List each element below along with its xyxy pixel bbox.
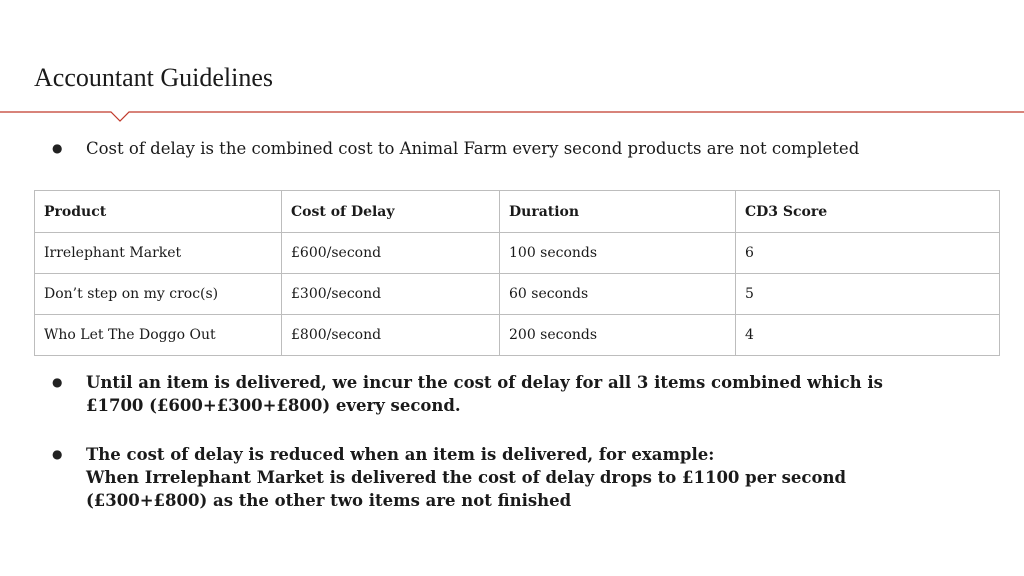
cell-cost-of-delay: £600/second: [282, 233, 500, 274]
cell-cd3-score: 6: [736, 233, 1000, 274]
bullet-dot-icon: ●: [52, 447, 63, 461]
note-line: The cost of delay is reduced when an item is delivered, for example:: [86, 445, 715, 464]
table-header-row: [35, 191, 1000, 233]
header-duration: Duration: [500, 191, 736, 233]
intro-bullet-text: Cost of delay is the combined cost to Animal Farm every second products are not completed: [86, 139, 860, 158]
note-line: When Irrelephant Market is delivered the cost of delay drops to £1100 per second: [86, 468, 847, 487]
title-divider: [0, 111, 1024, 125]
cell-duration: 60 seconds: [500, 274, 736, 315]
note-bullet-reduced-cost: [52, 443, 846, 512]
note-line: Until an item is delivered, we incur the cost of delay for all 3 items combined which is: [86, 373, 883, 392]
cell-cd3-score: 5: [736, 274, 1000, 315]
table-row: [35, 315, 1000, 356]
cd3-table: [34, 190, 1000, 356]
note-line: (£300+£800) as the other two items are not finished: [86, 491, 572, 510]
note-line: £1700 (£600+£300+£800) every second.: [86, 396, 461, 415]
header-cost-of-delay: Cost of Delay: [282, 191, 500, 233]
bullet-dot-icon: ●: [52, 375, 63, 389]
cell-cost-of-delay: £300/second: [282, 274, 500, 315]
table-row: [35, 274, 1000, 315]
header-cd3-score: CD3 Score: [736, 191, 1000, 233]
cell-duration: 100 seconds: [500, 233, 736, 274]
slide-title: Accountant Guidelines: [34, 63, 273, 92]
table-row: [35, 233, 1000, 274]
cell-product: Irrelephant Market: [35, 233, 282, 274]
cell-product: Don’t step on my croc(s): [35, 274, 282, 315]
cell-product: Who Let The Doggo Out: [35, 315, 282, 356]
cell-cost-of-delay: £800/second: [282, 315, 500, 356]
note-bullet-combined-cost: [52, 371, 883, 417]
bullet-dot-icon: ●: [52, 141, 63, 155]
intro-bullet: [52, 137, 859, 160]
header-product: Product: [35, 191, 282, 233]
cell-cd3-score: 4: [736, 315, 1000, 356]
cell-duration: 200 seconds: [500, 315, 736, 356]
note-text: [86, 443, 846, 512]
note-text: [86, 371, 883, 417]
